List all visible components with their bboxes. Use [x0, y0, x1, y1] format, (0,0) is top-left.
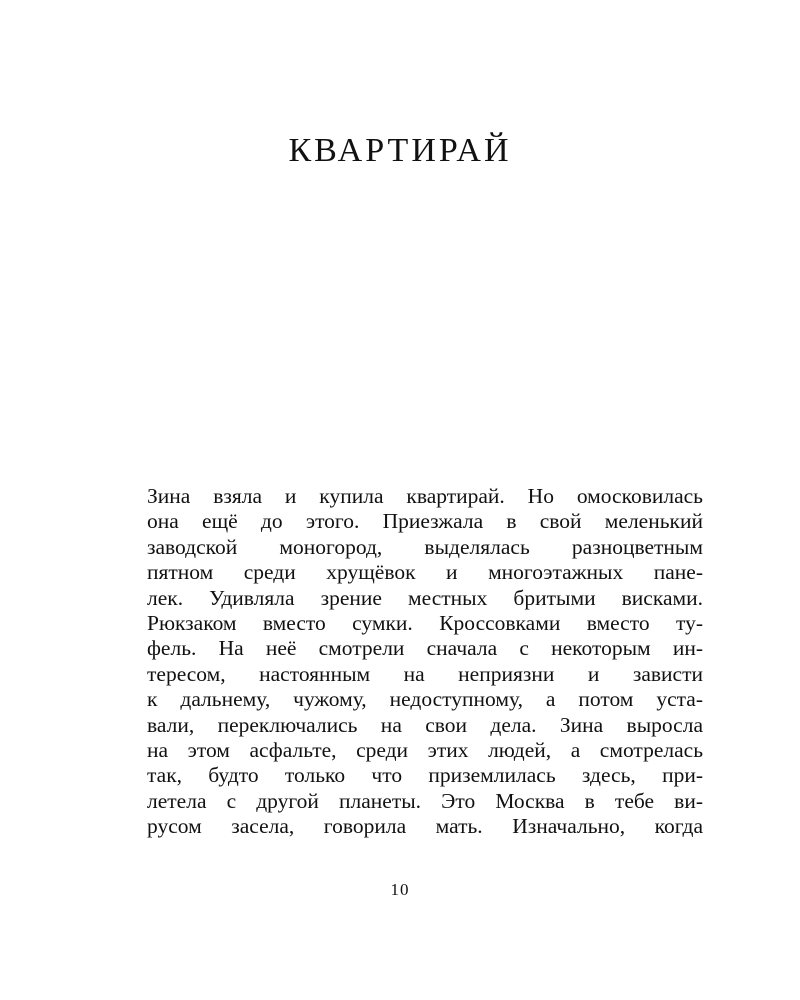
- text-line-4: пятном среди хрущёвок и многоэтажных пане-: [147, 560, 703, 585]
- text-line-12: так, будто только что приземлилась здесь, при-: [147, 763, 703, 788]
- chapter-title: КВАРТИРАЙ: [288, 132, 512, 169]
- text-line-3: заводской моногород, выделялась разноцветным: [147, 534, 703, 559]
- text-line-10: вали, переключались на свои дела. Зина выросла: [147, 712, 703, 737]
- text-line-9: к дальнему, чужому, недоступному, а потом уста-: [147, 687, 703, 712]
- text-line-2: она ещё до этого. Приезжала в свой меленький: [147, 509, 703, 534]
- text-line-5: лек. Удивляла зрение местных бритыми висками.: [147, 585, 703, 610]
- text-line-1: Зина взяла и купила квартирай. Но омосковилась: [147, 484, 703, 508]
- text-line-6: Рюкзаком вместо сумки. Кроссовками вместо ту-: [147, 610, 703, 635]
- text-line-11: на этом асфальте, среди этих людей, а смотрелась: [147, 737, 703, 762]
- body-text: [147, 484, 703, 839]
- text-line-8: тересом, настоянным на неприязни и зависти: [147, 661, 703, 686]
- page-number: 10: [390, 880, 410, 899]
- text-line-7: фель. На неё смотрели сначала с некоторым ин-: [147, 636, 703, 661]
- text-line-13: летела с другой планеты. Это Москва в тебе ви-: [147, 788, 703, 813]
- text-line-14: русом засела, говорила мать. Изначально, когда: [147, 814, 703, 839]
